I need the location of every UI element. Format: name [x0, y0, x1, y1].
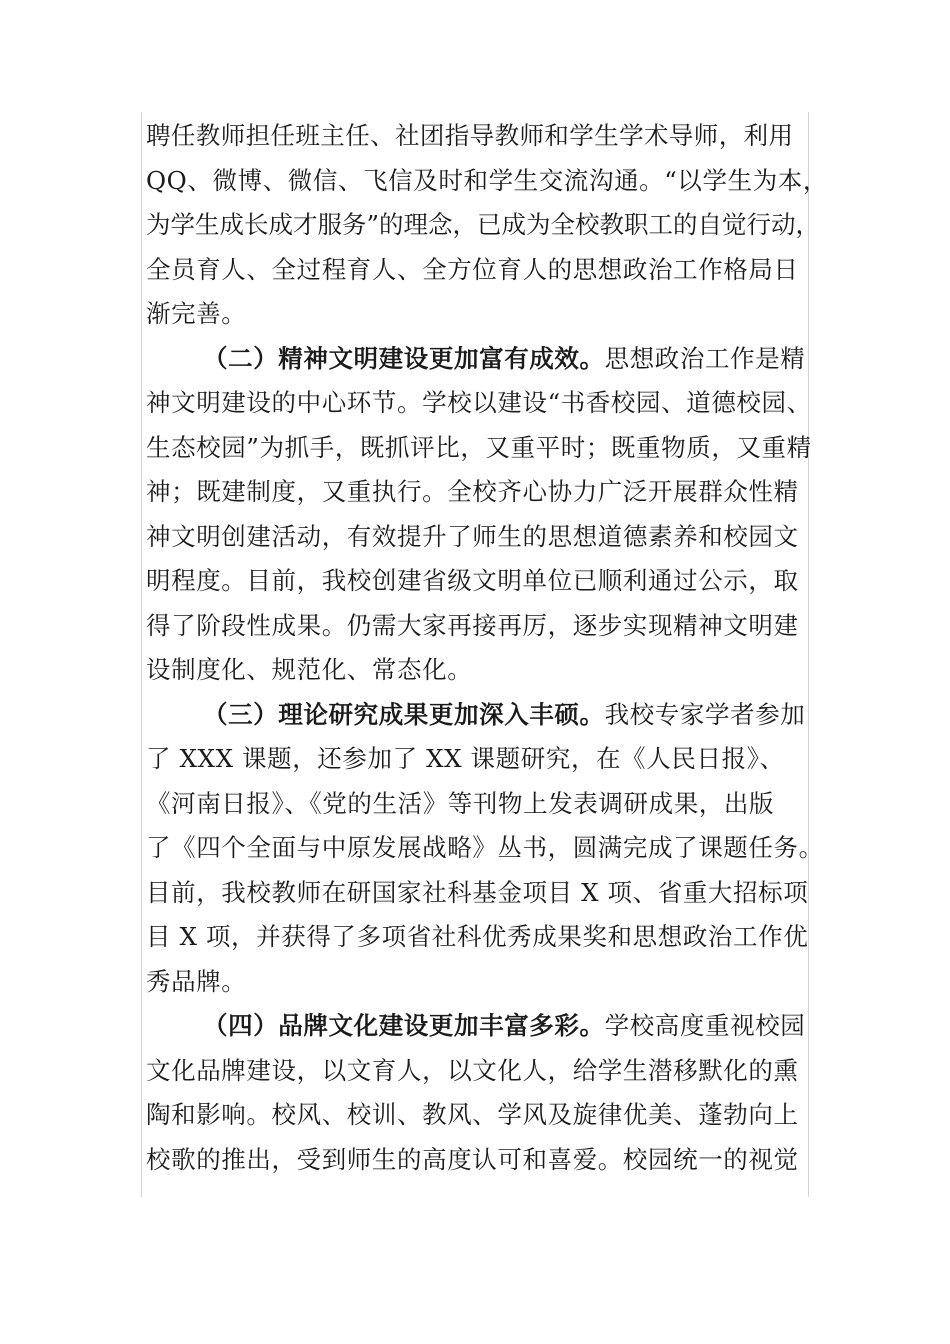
paragraph-line: 校歌的推出，受到师生的高度认可和喜爱。校园统一的视觉 [146, 1144, 799, 1174]
paragraph-line: 《河南日报》、《党的生活》等刊物上发表调研成果，出版 [146, 788, 775, 818]
section-heading-4: （四）品牌文化建设更加丰富多彩。 [203, 1011, 605, 1040]
paragraph-line: 渐完善。 [146, 299, 247, 328]
paragraph-first-line [146, 337, 808, 382]
paragraph-line-text: 我校专家学者参加 [604, 699, 806, 729]
paragraph-line: 了 XXX 课题，还参加了 XX 课题研究，在《人民日报》、 [146, 744, 785, 773]
paragraph-2 [146, 337, 812, 693]
paragraph-4 [146, 1004, 808, 1182]
paragraph-line: 生态校园”为抓手，既抓评比，又重平时；既重物质，又重精 [146, 432, 812, 462]
paragraph-line: 聘任教师担任班主任、社团指导教师和学生学术导师，利用 [146, 121, 794, 150]
page-margin-guide-right [808, 112, 809, 1197]
paragraph-line: 神文明创建活动，有效提升了师生的思想道德素养和校园文 [146, 521, 799, 551]
paragraph-first-line [146, 693, 808, 738]
page-margin-guide-left [141, 112, 142, 1197]
paragraph-line-text: 学校高度重视校园 [604, 1011, 806, 1040]
paragraph-line: 陶和影响。校风、校训、教风、学风及旋律优美、蓬勃向上 [146, 1100, 799, 1129]
paragraph-3 [146, 693, 824, 1005]
section-heading-3: （三）理论研究成果更加深入丰硕。 [203, 699, 605, 729]
paragraph-line: 神；既建制度，又重执行。全校齐心协力广泛开展群众性精 [146, 477, 799, 506]
paragraph-line-text: 思想政治工作是精 [604, 343, 806, 373]
paragraph-line: 神文明建设的中心环节。学校以建设“书香校园、道德校园、 [146, 388, 812, 417]
paragraph-line: QQ、微博、微信、飞信及时和学生交流沟通。“以学生为本， [146, 165, 828, 195]
paragraph-line: 文化品牌建设，以文育人，以文化人，给学生潜移默化的熏 [146, 1055, 799, 1085]
paragraph-first-line [146, 1004, 808, 1049]
paragraph-line: 明程度。目前，我校创建省级文明单位已顺利通过公示，取 [146, 566, 799, 595]
paragraph-line: 为学生成长成才服务”的理念，已成为全校教职工的自觉行动， [146, 210, 821, 239]
section-heading-2: （二）精神文明建设更加富有成效。 [203, 343, 605, 373]
paragraph-line: 设制度化、规范化、常态化。 [146, 655, 473, 684]
paragraph-line: 了《四个全面与中原发展战略》丛书，圆满完成了课题任务。 [146, 833, 824, 862]
paragraph-line: 秀品牌。 [146, 966, 247, 996]
paragraph-line: 目前，我校教师在研国家社科基金项目 X 项、省重大招标项 [146, 877, 809, 907]
paragraph-line: 目 X 项，并获得了多项省社科优秀成果奖和思想政治工作优 [146, 922, 809, 951]
paragraph-line: 全员育人、全过程育人、全方位育人的思想政治工作格局日 [146, 254, 799, 284]
paragraph-line: 得了阶段性成果。仍需大家再接再厉，逐步实现精神文明建 [146, 610, 799, 640]
document-body [146, 114, 828, 1182]
paragraph-1 [146, 114, 828, 337]
